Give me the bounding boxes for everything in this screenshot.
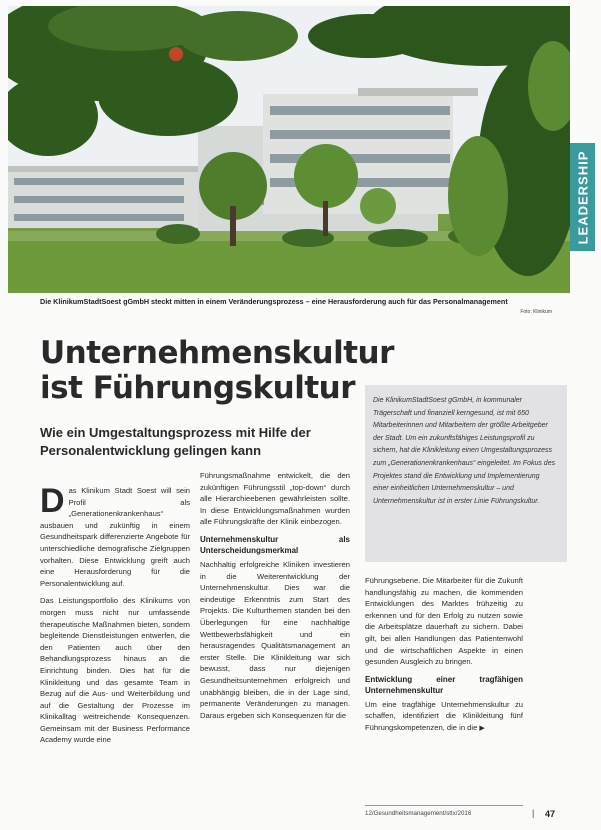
hospital-photo xyxy=(8,6,570,293)
abstract-box xyxy=(365,385,567,562)
body-paragraph xyxy=(40,482,190,589)
body-text: as Klinikum Stadt Soest will sein Profil als „Generationenkrankenhaus“ ausbauen und zukünftig in einem Gesundheitspark differenzierte Angebote für unterschiedliche demografische Zielgruppen vorhalten. Diese Entwicklung greift auch eine Herausforderung für die Personalentwicklung auf. xyxy=(40,486,190,588)
title-line-2: ist Führungskultur xyxy=(40,370,356,406)
footer-separator: | xyxy=(532,808,535,818)
section-heading: Entwicklung einer tragfähigen Unternehmenskultur xyxy=(365,674,523,695)
page-number: 47 xyxy=(545,809,556,819)
article-subtitle: Wie ein Umgestaltungsprozess mit Hilfe der Personalentwicklung gelingen kann xyxy=(40,425,311,458)
body-paragraph: Das Leistungsportfolio des Klinikums von morgen muss nicht nur umfassende therapeutische Maßnahmen bieten, sondern begleitende Dienstleistungen entwerfen, die den Patienten auch über den Behandlungsprozess hinaus an die Einrichtung binden. Dies hat für die Klinikleitung und das gesamte Team in Bezug auf die Aus- und Weiterbildung und auf die Gestaltung der Prozesse im Klinikalltag weitreichende Konsequenzen. Gemeinsam mit der Business Performance Academy wurde eine xyxy=(40,596,190,745)
body-paragraph: Nachhaltig erfolgreiche Kliniken investieren in die Weiterentwicklung der Unternehmenskultur. Dies war die eindeutige Erkenntnis zum Start des Projekts. Die Kulturthemen standen bei den Überlegungen für eine nachhaltige Wettbewerbsfähigkeit und ein herausragendes Qualitätsmanagement an erster Stelle. Die Klinikleitung war sich bewusst, dass nur diejenigen Gesundheitsunternehmen erfolgreich und unabhängig bleiben, die in der Lage sind, permanente Veränderungen zu managen. Daraus ergeben sich Konsequenzen für die xyxy=(200,559,350,720)
continue-arrow-icon: ▶ xyxy=(479,724,485,732)
title-line-1: Unternehmenskultur xyxy=(40,335,394,371)
body-column-3 xyxy=(365,575,523,741)
section-tab-label: LEADERSHIP xyxy=(575,150,591,244)
section-tab xyxy=(570,143,595,251)
abstract-text: Die KlinikumStadtSoest gGmbH, in kommunaler Trägerschaft und finanziell kerngesund, ist mit 650 Mitarbeiterinnen und Mitarbeitern der größte Arbeitgeber der Stadt. Um ein zukunftsfähiges Leistungsprofil zu sichern, hat die Klinikleitung einen Umgestaltungsprozess zum „Generationenkrankenhaus“ eingeleitet. Im Fokus des Projektes stand die Entwicklung und Implementierung einer einheitlichen Unternehmenskultur – und Unternehmenskultur ist in erster Linie Führungskultur. xyxy=(373,397,556,505)
footer-divider xyxy=(365,805,523,806)
footer-publication: 12/Gesundheitsmanagement/sttx/2016 xyxy=(365,810,472,817)
caption-text: Die KlinikumStadtSoest gGmbH steckt mitten in einem Veränderungsprozess – eine Herausforderung auch für das Personalmanagement xyxy=(40,297,508,306)
drop-cap: D xyxy=(40,482,65,520)
body-paragraph xyxy=(365,699,523,735)
body-text: Um eine tragfähige Unternehmenskultur zu schaffen, identifiziert die Klinikleitung fünf Führungskompetenzen, die in die xyxy=(365,699,523,732)
article-title xyxy=(40,335,394,406)
hospital-photo-illustration xyxy=(8,6,570,293)
photo-caption xyxy=(40,296,552,307)
body-column-1 xyxy=(40,482,190,752)
photo-credit: Foto: Klinikum xyxy=(520,309,552,315)
body-column-2 xyxy=(200,470,350,727)
body-paragraph: Führungsebene. Die Mitarbeiter für die Zukunft handlungsfähig zu machen, die kommenden Entwicklungen des Marktes frühzeitig zu erkennen und für den Erfolg zu nutzen sowie die Arbeitsplätze dauerhaft zu sichern. Dabei gilt, bei allen Handlungen das Patientenwohl und die wirtschaftlichen Aspekte in einen gesunden Ausgleich zu bringen. xyxy=(365,576,523,667)
section-heading: Unternehmenskultur als Unterscheidungsmerkmal xyxy=(200,534,350,555)
body-paragraph: Führungsmaßnahme entwickelt, die den zukünftigen Führungsstil „top-down“ durch alle Hierarchieebenen gewährleisten sollte. In diese Entwicklungsmaßnahmen wurden alle Führungskräfte der Klinik einbezogen. xyxy=(200,471,350,527)
